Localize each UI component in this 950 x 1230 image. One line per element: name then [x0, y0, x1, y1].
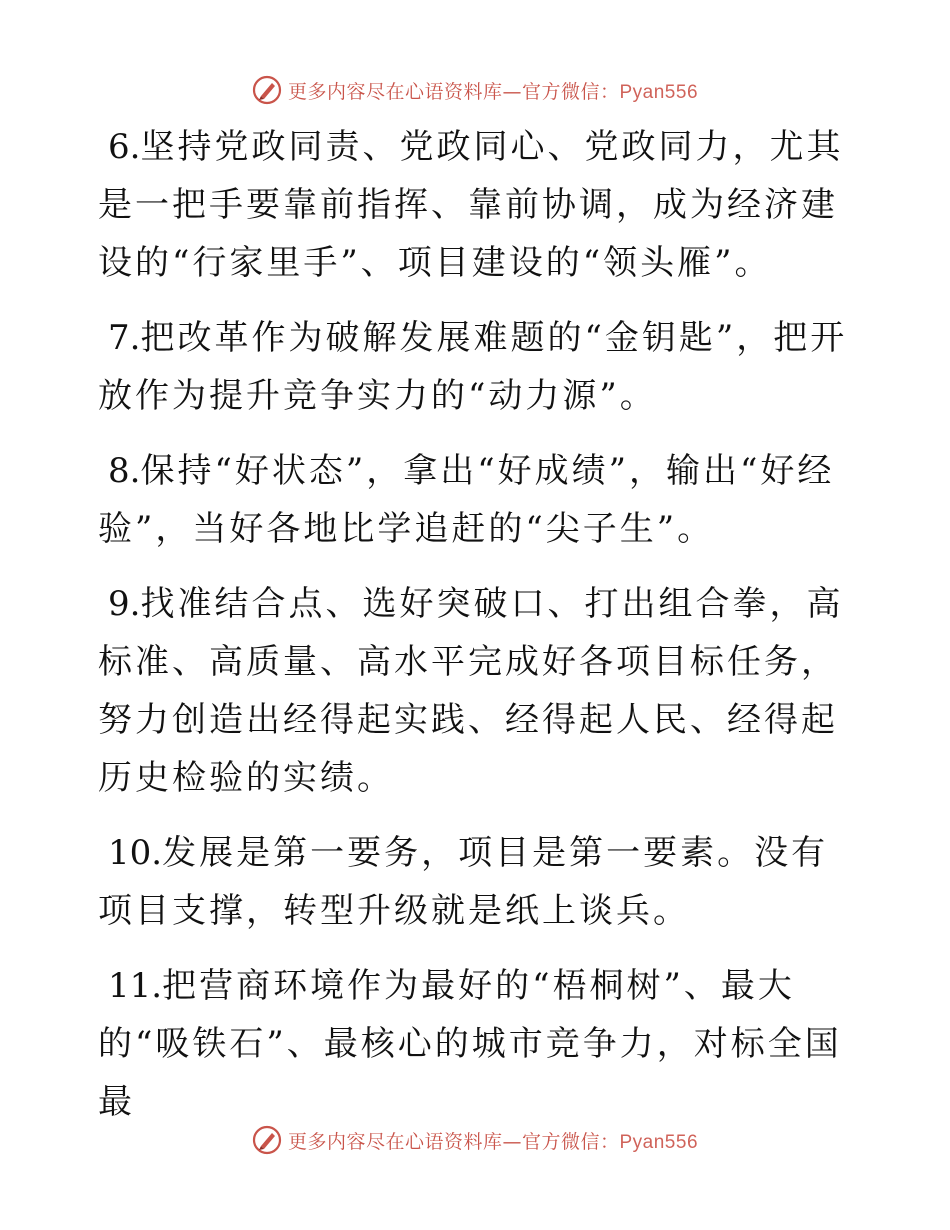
- list-item: [98, 309, 858, 425]
- list-item: [98, 442, 858, 558]
- list-item: [98, 575, 858, 807]
- item-text: 坚持党政同责、党政同心、党政同力，尤其是一把手要靠前指挥、靠前协调，成为经济建设的“行家里手”、项目建设的“领头雁”。: [98, 127, 844, 283]
- item-number: 10.: [108, 833, 163, 873]
- pen-logo-icon: [252, 75, 282, 105]
- watermark-wechat-id: Pyan556: [619, 81, 699, 103]
- list-item: [98, 824, 858, 940]
- watermark-dash: —: [502, 80, 522, 103]
- list-item: [98, 957, 858, 1131]
- watermark-wechat-label: 官方微信：: [521, 80, 620, 103]
- watermark-wechat-id: Pyan556: [619, 1131, 699, 1153]
- watermark-brand: 更多内容尽在心语资料库: [287, 1130, 503, 1153]
- watermark-brand: 更多内容尽在心语资料库: [287, 80, 503, 103]
- item-number: 11.: [108, 966, 163, 1006]
- watermark-dash: —: [502, 1130, 522, 1153]
- watermark-text: [288, 1127, 698, 1154]
- document-body: [98, 118, 858, 1148]
- item-number: 6.: [108, 127, 141, 167]
- list-item: [98, 118, 858, 292]
- item-text: 把营商环境作为最好的“梧桐树”、最大的“吸铁石”、最核心的城市竞争力，对标全国最: [98, 966, 842, 1122]
- item-text: 找准结合点、选好突破口、打出组合拳，高标准、高质量、高水平完成好各项目标任务，努力创造出经得起实践、经得起人民、经得起历史检验的实绩。: [98, 584, 844, 798]
- watermark-text: [288, 77, 698, 104]
- watermark-wechat-label: 官方微信：: [521, 1130, 620, 1153]
- item-number: 8.: [108, 451, 141, 491]
- pen-logo-icon: [252, 1125, 282, 1155]
- item-number: 7.: [108, 318, 141, 358]
- item-text: 发展是第一要务，项目是第一要素。没有项目支撑，转型升级就是纸上谈兵。: [98, 833, 829, 931]
- item-text: 把改革作为破解发展难题的“金钥匙”，把开放作为提升竞争实力的“动力源”。: [98, 318, 848, 416]
- item-text: 保持“好状态”，拿出“好成绩”，输出“好经验”，当好各地比学追赶的“尖子生”。: [98, 451, 835, 549]
- header-watermark: [0, 72, 950, 108]
- footer-watermark: [0, 1122, 950, 1158]
- item-number: 9.: [108, 584, 141, 624]
